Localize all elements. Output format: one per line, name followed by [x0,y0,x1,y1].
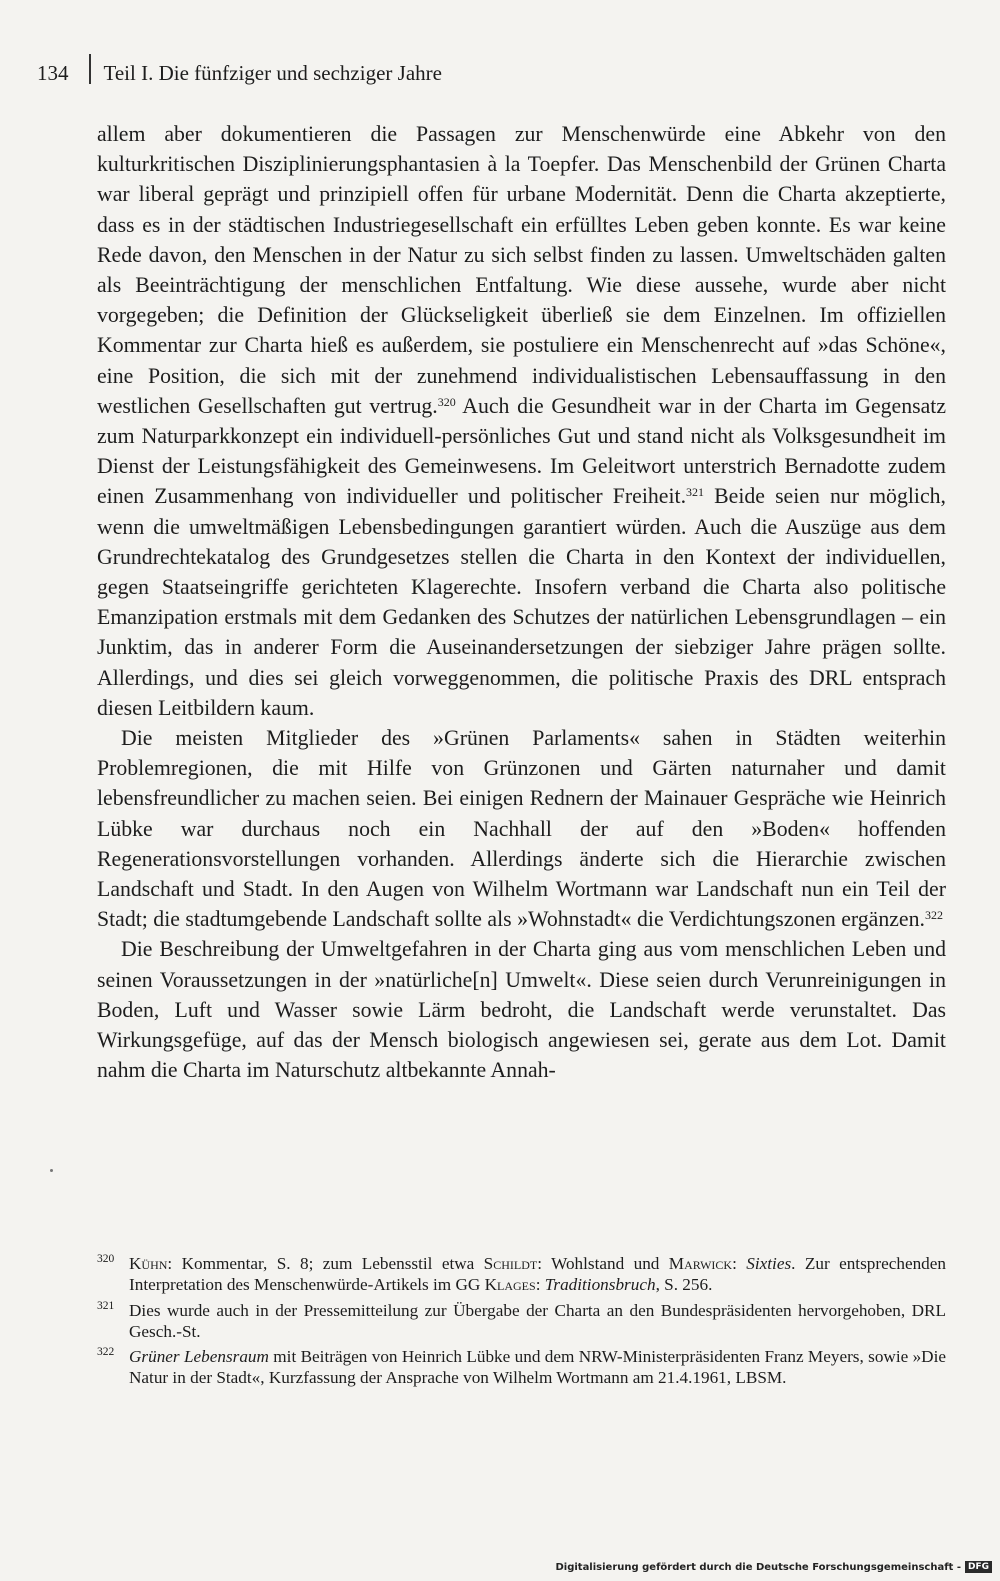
footnote-text: : [732,1254,747,1273]
footnote-text: , S. 256. [655,1275,713,1295]
footnote-ref-321[interactable]: 321 [686,485,705,500]
footnote-ref-320[interactable]: 320 [437,394,456,409]
paragraph-1-part-b: Auch die Gesundheit war in der Charta im Gegensatz zum Naturparkkonzept ein individuell-persönliches Gut und stand nicht als Volksgesundheit im Dienst der Leistungsfähigkeit des Gemeinwesens. Im Geleitwort unterstrich Bernadotte zudem einen Zusammenhang von individueller und politischer Freiheit. [97,393,946,509]
paragraph-1 [97,119,946,723]
author-name: Marwick [668,1254,733,1273]
footnote-text: . Zur entsprechenden Interpretation des Menschenwürde-Artikels im GG [129,1254,946,1295]
footnote-number: 322 [97,1346,115,1359]
footnote-text: mit Beiträgen von Heinrich Lübke und dem NRW-Ministerpräsidenten Franz Meyers, sowie »Die Natur in der Stadt«, Kurzfassung der Ansprache von Wilhelm Wortmann am 21.4.1961, LBSM. [129,1347,946,1388]
page-number: 134 [37,60,69,85]
paragraph-2 [97,723,946,934]
paragraph-1-part-c: Beide seien nur möglich, wenn die umweltmäßigen Lebensbedingungen garantiert würden. Auch die Auszüge aus dem Grundrechtekatalog des Grundgesetzes stellen die Charta in den Kontext der individuellen, gegen Staatseingriffe gerichteten Klagerechte. Insofern verband die Charta also politische Emanzipation erstmals mit dem Gedanken des Schutzes der natürlichen Lebensgrundlagen – ein Junktim, das in anderer Form die Auseinandersetzungen der siebziger Jahre prägen sollte. Allerdings, und dies sei gleich vorweggenommen, die politische Praxis des DRL entsprach diesen Leitbildern kaum. [97,484,946,720]
running-title: Teil I. Die fünfziger und sechziger Jahre [103,60,442,85]
paragraph-2-part-a: Die meisten Mitglieder des »Grünen Parlaments« sahen in Städten weiterhin Problemregionen, die mit Hilfe von Grünzonen und Gärten naturnaher und damit lebensfreundlicher zu machen seien. Bei einigen Rednern der Mainauer Gespräche wie Heinrich Lübke war durchaus noch ein Nachhall der auf den »Boden« hoffenden Regenerationsvorstellungen vorhanden. Allerdings änderte sich die Hierarchie zwischen Landschaft und Stadt. In den Augen von Wilhelm Wortmann war Landschaft nun ein Teil der Stadt; die stadtumgebende Landschaft sollte als »Wohnstadt« die Verdichtungszonen ergänzen. [97,726,946,932]
work-title: Traditionsbruch [544,1275,656,1295]
footnote-number: 321 [97,1299,115,1312]
main-text [97,119,946,1086]
header-divider [89,54,91,84]
footnote-ref-322[interactable]: 322 [924,908,943,923]
running-header [37,57,442,89]
footnote-text: : Kommentar, S. 8; zum Lebensstil etwa [167,1254,484,1273]
author-name: Klages [484,1275,536,1295]
footnote-number: 320 [97,1253,115,1265]
paragraph-3 [97,934,946,1085]
footnote-322 [97,1346,946,1389]
scan-speck [50,1169,53,1172]
work-title: Grüner Lebensraum [129,1347,269,1367]
author-name: Kühn [129,1254,168,1273]
credit-text: Digitalisierung gefördert durch die Deutsche Forschungsgemeinschaft - [555,1561,961,1573]
digitization-credit [555,1559,992,1575]
dfg-logo: DFG [965,1561,992,1573]
paragraph-1-part-a: allem aber dokumentieren die Passagen zur Menschenwürde eine Abkehr von den kulturkritischen Disziplinierungsphantasien à la Toepfer. Das Menschenbild der Grünen Charta war liberal geprägt und prinzipiell offen für urbane Modernität. Denn die Charta akzeptierte, dass es in der städtischen Industriegesellschaft ein erfülltes Leben geben konnte. Es war keine Rede davon, den Menschen in der Natur zu sich selbst finden zu lassen. Umweltschäden galten als Beeinträchtigung der menschlichen Entfaltung. Wie diese aussehe, wurde aber nicht vorgegeben; die Definition der Glückseligkeit überließ sie dem Einzelnen. Im offiziellen Kommentar zur Charta hieß es außerdem, sie postuliere ein Menschenrecht auf »das Schöne«, eine Position, die sich mit der zunehmend individualistischen Lebensauffassung in den westlichen Gesellschaften gut vertrug. [97,122,946,418]
footnote-321 [97,1300,946,1343]
footnote-text: Dies wurde auch in der Pressemitteilung zur Übergabe der Charta an den Bundespräsidenten hervorgehoben, DRL Gesch.-St. [129,1300,946,1341]
paragraph-3-part-a: Die Beschreibung der Umweltgefahren in der Charta ging aus vom menschlichen Leben und seinen Voraussetzungen in der »natürliche[n] Umwelt«. Diese seien durch Verunreinigungen in Boden, Luft und Wasser sowie Lärm bedroht, die Landschaft werde verunstaltet. Das Wirkungsgefüge, auf das der Mensch biologisch angewiesen sei, gerate aus dem Lot. Damit nahm die Charta im Naturschutz altbekannte Annah- [97,937,946,1083]
work-title: Sixties [746,1254,792,1273]
footnote-text: : [535,1275,545,1295]
footnote-320 [97,1253,946,1296]
author-name: Schildt [483,1254,538,1273]
footnote-text: : Wohlstand und [537,1254,669,1273]
footnotes [97,1253,946,1393]
